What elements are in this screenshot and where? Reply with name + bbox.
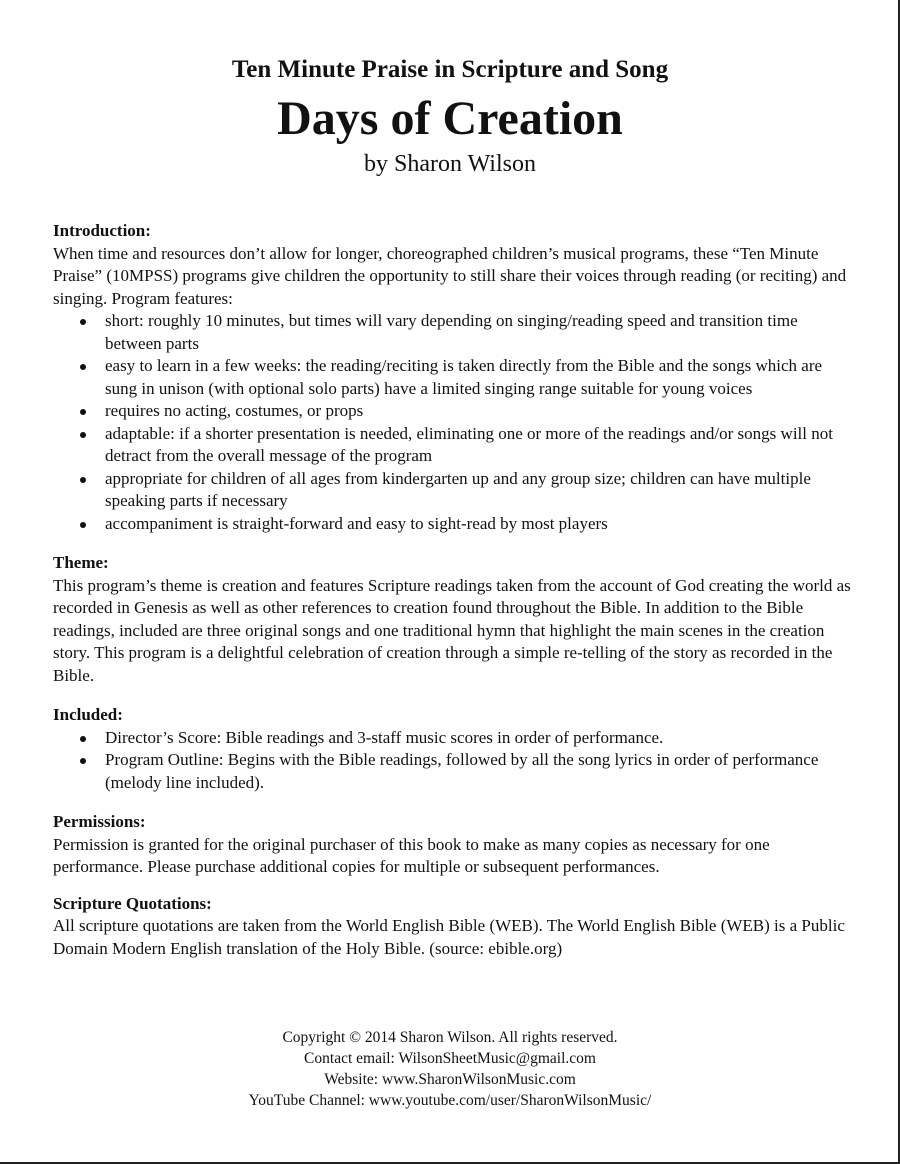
list-item — [105, 310, 853, 355]
section-spacer — [53, 879, 853, 893]
list-item-text: appropriate for children of all ages from kindergarten up and any group size; children can have multiple speaking parts if necessary — [105, 468, 811, 510]
list-item — [105, 468, 853, 513]
introduction-heading: Introduction: — [53, 221, 151, 240]
author-byline: by Sharon Wilson — [364, 151, 536, 177]
included-heading: Included: — [53, 705, 123, 724]
bullet-icon — [80, 364, 86, 370]
theme-section — [53, 552, 853, 687]
scripture-section — [53, 893, 853, 961]
scripture-heading: Scripture Quotations: — [53, 893, 212, 913]
bullet-icon — [80, 319, 86, 325]
bullet-icon — [80, 432, 86, 438]
bullet-icon — [80, 522, 86, 528]
list-item-text: Program Outline: Begins with the Bible readings, followed by all the song lyrics in order of performance (melody line included). — [105, 750, 819, 792]
list-item — [105, 400, 853, 423]
bullet-icon — [80, 477, 86, 483]
list-item-text: Director’s Score: Bible readings and 3-staff music scores in order of performance. — [105, 727, 664, 747]
list-item — [105, 355, 853, 400]
website-line: Website: www.SharonWilsonMusic.com — [324, 1071, 576, 1088]
list-item-text: requires no acting, costumes, or props — [105, 401, 364, 420]
list-item — [105, 513, 853, 536]
included-list — [53, 727, 853, 795]
list-item — [105, 423, 853, 468]
introduction-section — [53, 220, 853, 535]
series-subtitle: Ten Minute Praise in Scripture and Song — [231, 56, 669, 83]
copyright-footer — [0, 1027, 900, 1111]
list-item — [105, 749, 853, 794]
permissions-paragraph: Permission is granted for the original purchaser of this book to make as many copies as necessary for one performance. Please purchase additional copies for multiple or subsequent performances. — [53, 834, 770, 876]
list-item-text: short: roughly 10 minutes, but times will vary depending on singing/reading speed and transition time between parts — [105, 311, 798, 353]
included-section — [53, 704, 853, 794]
list-item-text: accompaniment is straight-forward and easy to sight-read by most players — [105, 513, 608, 533]
document-body — [53, 220, 853, 960]
program-features-list — [53, 310, 853, 535]
list-item-text: adaptable: if a shorter presentation is needed, eliminating one or more of the readings and/or songs will not detract from the overall message of the program — [105, 423, 833, 465]
bullet-icon — [80, 409, 86, 415]
permissions-section — [53, 811, 853, 879]
youtube-channel-line: YouTube Channel: www.youtube.com/user/SharonWilsonMusic/ — [248, 1092, 652, 1109]
section-spacer — [53, 794, 853, 811]
scripture-paragraph: All scripture quotations are taken from the World English Bible (WEB). The World English Bible (WEB) is a Public Domain Modern English translation of the Holy Bible. (source: ebible.org) — [53, 916, 845, 958]
list-item-text: easy to learn in a few weeks: the reading/reciting is taken directly from the Bible and the songs which are sung in unison (with optional solo parts) have a limited singing range suitable for young voices — [105, 356, 823, 398]
permissions-heading: Permissions: — [53, 812, 146, 831]
bullet-icon — [80, 736, 86, 742]
introduction-paragraph: When time and resources don’t allow for longer, choreographed children’s musical programs, these “Ten Minute Praise” (10MPSS) programs give children the opportunity to still share their voices through reading (or reciting) and singing. Program features: — [53, 243, 847, 308]
document-title: Days of Creation — [277, 92, 623, 145]
list-item — [105, 727, 853, 750]
bullet-icon — [80, 758, 86, 764]
copyright-line: Copyright © 2014 Sharon Wilson. All rights reserved. — [282, 1029, 618, 1046]
contact-email-line: Contact email: WilsonSheetMusic@gmail.com — [304, 1050, 596, 1067]
theme-heading: Theme: — [53, 553, 109, 572]
section-spacer — [53, 687, 853, 704]
theme-paragraph: This program’s theme is creation and features Scripture readings taken from the account of God creating the world as recorded in Genesis as well as other references to creation found throughout the Bible. In addition to the Bible readings, included are three original songs and one traditional hymn that highlight the main scenes in the creation story. This program is a delightful celebration of creation through a simple re-telling of the story as recorded in the Bible. — [53, 575, 851, 685]
section-spacer — [53, 535, 853, 552]
